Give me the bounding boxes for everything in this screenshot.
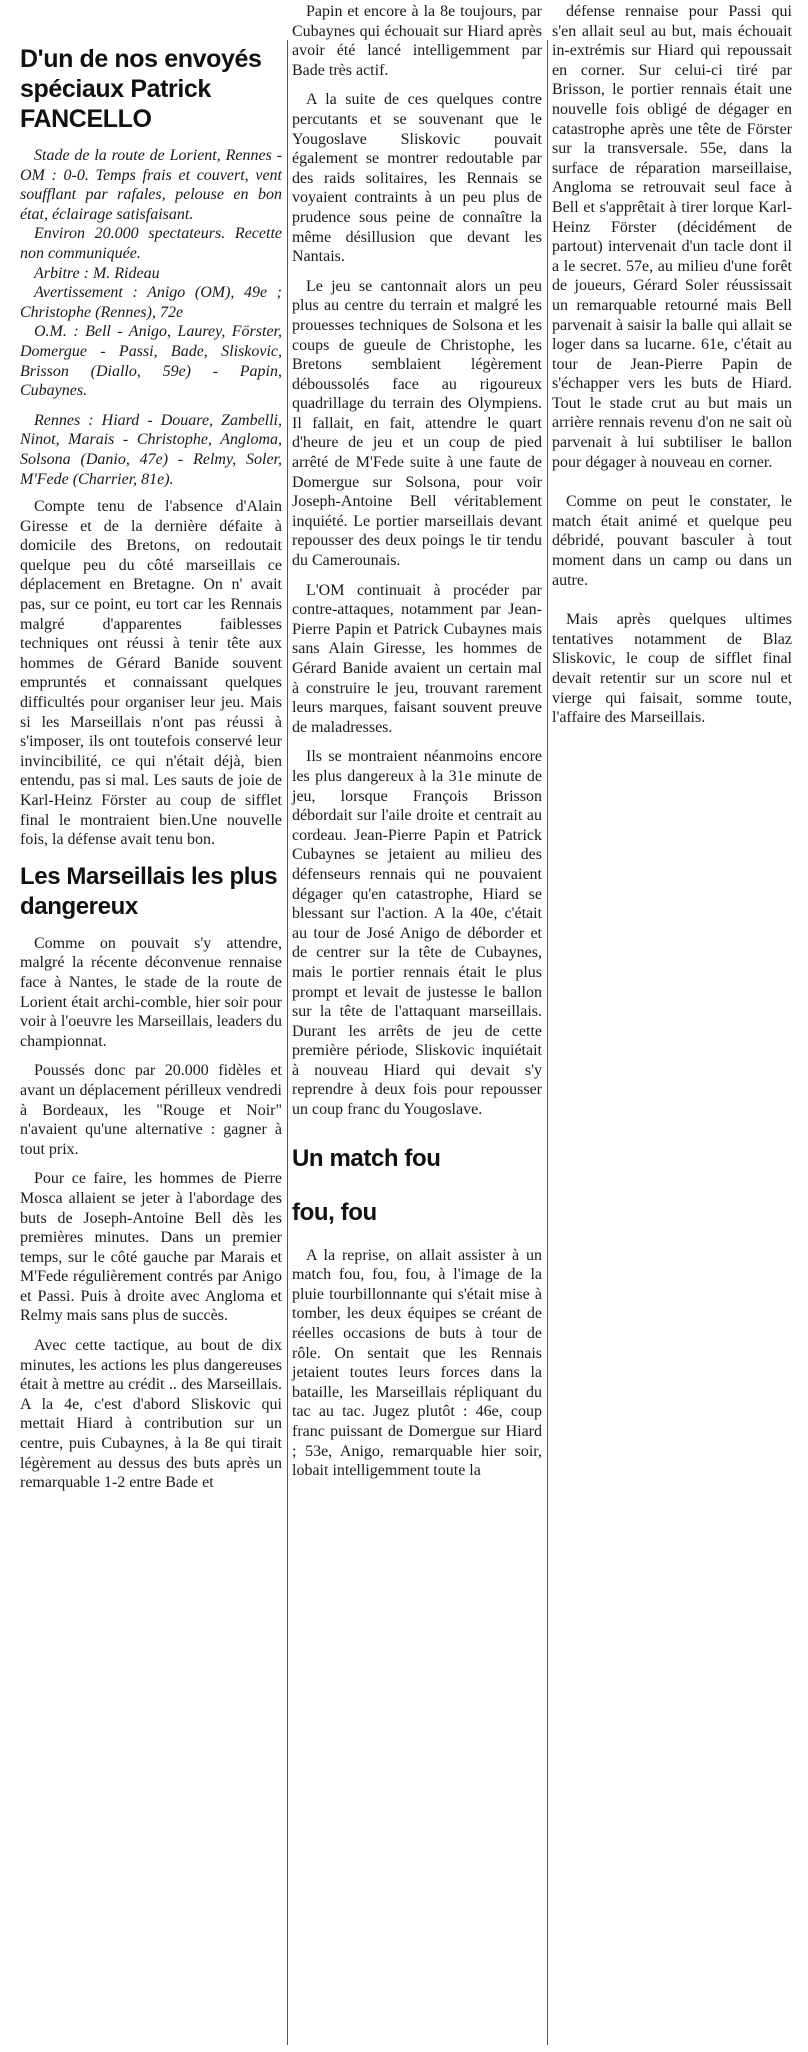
section-heading-continued: fou, fou [292, 1198, 377, 1226]
paragraph: A la suite de ces quelques contre percutants et se souvenant que le Yougoslave Sliskovic pouvait également se montrer redoutable par des raids solitaires, les Rennais se voyaient contraints à un peu plus de prudence sous peine de connaître la même désillusion que devant les Nantais. [292, 91, 542, 266]
lineup-rennes: Rennes : Hiard - Douare, Zambelli, Ninot, Marais - Christophe, Angloma, Solsona (Danio, 47e) - Relmy, Soler, M'Fede (Charrier, 81e). [20, 411, 282, 488]
column-divider [547, 40, 548, 2045]
paragraph: Le jeu se cantonnait alors un peu plus au centre du terrain et malgré les prouesses techniques de Solsona et les coups de gueule de Christophe, les Bretons semblaient légèrement déboussolés face au rigoureux quadrillage du terrain des Olympiens. Il fallait, en fait, attendre le quart d'heure de jeu et un coup de pied arrêté de M'Fede suite à une faute de Domergue sur Solsona, pour voir Joseph-Antoine Bell véritablement inquiété. Le portier marseillais devant repousser des deux poings le tir tendu du Camerounais. [292, 277, 542, 570]
paragraph: Ils se montraient néanmoins encore les plus dangereux à la 31e minute de jeu, lorsque François Brisson débordait sur l'aile droite et centrait au cordeau. Jean-Pierre Papin et Patrick Cubaynes se jetaient au milieu des défenseurs rennais qui ne pouvaient dégager qu'en catastrophe, Hiard se blessant sur l'action. A la 40e, c'était au tour de José Anigo de déborder et de centrer sur la tête de Cubaynes, mais le portier rennais était le plus prompt et levait de justesse le ballon sur la tête de l'attaquant marseillais. Durant les arrêts de jeu de cette première période, Sliskovic inquiétait à nouveau Hiard qui devait s'y reprendre à deux fois pour repousser un coup franc du Yougoslave. [292, 748, 542, 1119]
match-attendance: Environ 20.000 spectateurs. Recette non communiquée. [20, 225, 282, 262]
paragraph: Papin et encore à la 8e toujours, par Cubaynes qui échouait sur Hiard après avoir été lancé intelligemment par Bade très actif. [292, 3, 542, 79]
paragraph: Compte tenu de l'absence d'Alain Giresse et de la dernière défaite à domicile des Bretons, on redoutait quelque peu du côté marseillais ce déplacement en Bretagne. On n' avait pas, sur ce point, eu tort car les Rennais malgré d'apparentes faiblesses techniques ont réussi à tenir tête aux hommes de Gérard Banide souvent empruntés et connaissant quelques difficultés pour organiser leur jeu. Mais si les Marseillais n'ont pas réussi à s'imposer, ils ont toutefois conservé leur invincibilité, ce qui n'était déjà, bien entendu, pas si mal. Les sauts de joie de Karl-Heinz Förster au coup de sifflet final le montraient bien.Une nouvelle fois, la défense avait tenu bon. [20, 498, 282, 849]
match-cautions: Avertissement : Anigo (OM), 49e ; Christophe (Rennes), 72e [20, 284, 282, 321]
paragraph: Mais après quelques ultimes tentatives notamment de Blaz Sliskovic, le coup de sifflet final devait retentir sur un score nul et vierge qui faisait, somme toute, l'affaire des Marseillais. [552, 611, 792, 727]
article-column-2 [292, 2, 542, 1491]
section-heading: Les Marseillais les plus dangereux [20, 862, 278, 920]
article-column-3 [552, 2, 792, 738]
article-heading: D'un de nos envoyés spéciaux Patrick FANCELLO [20, 45, 262, 133]
match-referee: Arbitre : M. Rideau [34, 264, 160, 282]
paragraph: Poussés donc par 20.000 fidèles et avant un déplacement périlleux vendredi à Bordeaux, les "Rouge et Noir" n'avaient qu'une alternative : gagner à tout prix. [20, 1062, 282, 1158]
article-column-1 [20, 44, 282, 1503]
paragraph: défense rennaise pour Passi qui s'en allait seul au but, mais échouait in-extrémis sur Hiard qui repoussait en corner. Sur celui-ci tiré par Brisson, le portier rennais était une nouvelle fois obligé de dégager en catastrophe après une tête de Förster sur la transversale. 55e, dans la surface de réparation marseillaise, Angloma se retrouvait seul face à Bell et s'apprêtait à tirer lorque Karl-Heinz Förster (décidément de partout) intervenait d'un tacle dont il a le secret. 57e, au milieu d'une forêt de joueurs, Gérard Soler réussissait un remarquable retourné mais Bell parvenait à saisir la balle qui allait se loger dans sa lucarne. 61e, c'était au tour de Jean-Pierre Papin de s'échapper vers les buts de Hiard. Tout le stade crut au but mais un arrière rennais revenu d'on ne sait où parvenait à lui subtiliser le ballon pour dégager à nouveau en corner. [552, 3, 792, 471]
paragraph: L'OM continuait à procéder par contre-attaques, notamment par Jean-Pierre Papin et Patrick Cubaynes mais sans Alain Giresse, les hommes de Gérard Banide avaient un certain mal à construire le jeu, trouvant rarement leurs marques, faisant souvent preuve de maladresses. [292, 581, 542, 736]
match-venue: Stade de la route de Lorient, Rennes - OM : 0-0. Temps frais et couvert, vent soufflant par rafales, pelouse en bon état, éclairage satisfaisant. [20, 147, 282, 223]
lineup-om: O.M. : Bell - Anigo, Laurey, Förster, Domergue - Passi, Bade, Sliskovic, Brisson (Diallo, 59e) - Papin, Cubaynes. [20, 323, 282, 400]
paragraph: Avec cette tactique, au bout de dix minutes, les actions les plus dangereuses était à mettre au crédit .. des Marseillais. A la 4e, c'est d'abord Sliskovic qui mettait Hiard à contribution sur un centre, puis Cubaynes, à la 8e qui tirait légèrement au dessus des buts après un remarquable 1-2 entre Bade et [20, 1337, 282, 1492]
paragraph: A la reprise, on allait assister à un match fou, fou, fou, à l'image de la pluie tourbillonnante qui s'était mise à tomber, les deux équipes se créant de réelles occasions de buts à tour de rôle. On sentait que les Rennais jetaient toutes leurs forces dans la bataille, les Marseillais répliquant du tac au tac. Jugez plutôt : 46e, coup franc puissant de Domergue sur Hiard ; 53e, Anigo, remarquable hier soir, lobait intelligemment toute la [292, 1246, 542, 1480]
paragraph: Comme on peut le constater, le match était animé et quelque peu débridé, pouvant basculer à tout moment dans un camp ou dans un autre. [552, 493, 792, 589]
match-info [20, 146, 282, 489]
section-heading: Un match fou [292, 1144, 441, 1172]
paragraph: Pour ce faire, les hommes de Pierre Mosca allaient se jeter à l'abordage des buts de Joseph-Antoine Bell dès les premières minutes. Dans un premier temps, sur le côté gauche par Marais et M'Fede régulièrement contrés par Anigo et Passi. Puis à droite avec Angloma et Relmy mais sans plus de succès. [20, 1170, 282, 1325]
paragraph: Comme on pouvait s'y attendre, malgré la récente déconvenue rennaise face à Nantes, le stade de la route de Lorient était archi-comble, hier soir pour voir à l'oeuvre les Marseillais, leaders du championnat. [20, 934, 282, 1050]
column-divider [287, 40, 288, 2045]
